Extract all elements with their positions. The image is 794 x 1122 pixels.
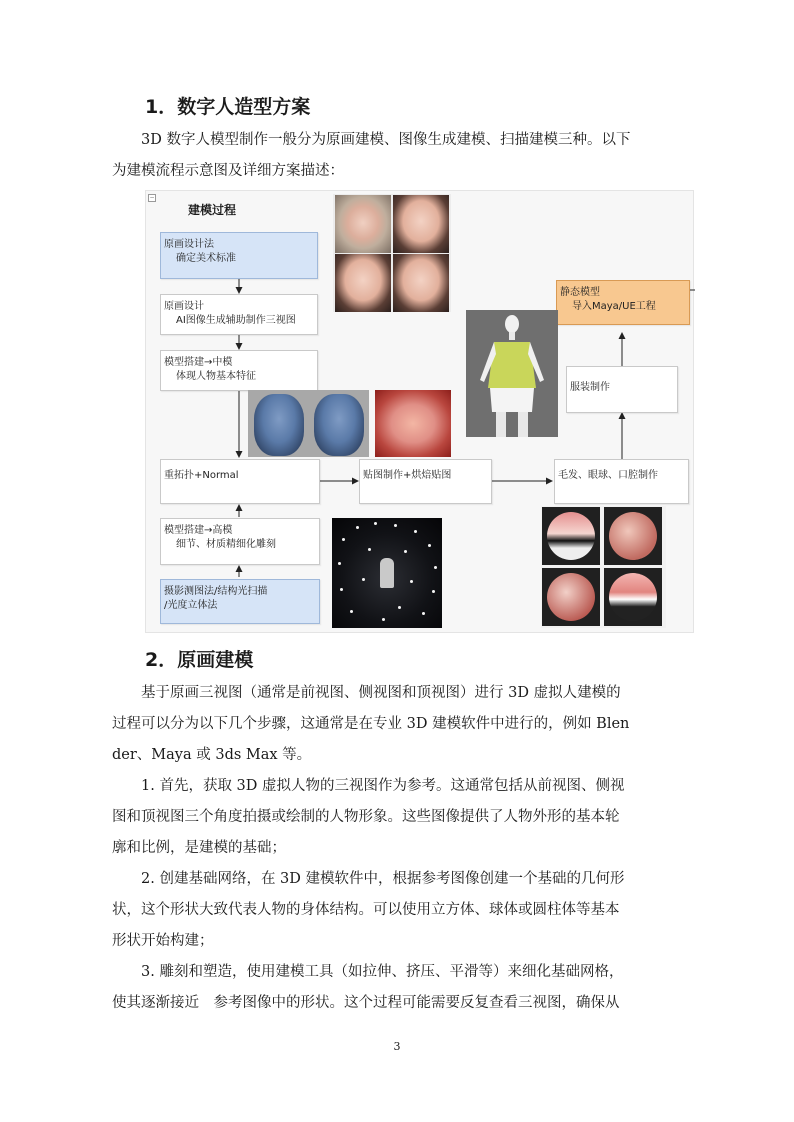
- concept-art-faces-image: [333, 194, 451, 312]
- diagram-title: 建模过程: [188, 203, 237, 217]
- step-retopology-normal: [160, 459, 320, 504]
- box6-line1: 摄影测图法/结构光扫描: [164, 586, 268, 597]
- step-1-paragraph: [112, 771, 696, 864]
- box8-text: 毛发、眼球、口腔制作: [558, 470, 658, 481]
- step-clothing: [566, 366, 678, 413]
- section-2-heading: 2．原画建模: [145, 649, 254, 671]
- uv-texture-map-image: [375, 390, 451, 457]
- step3-line-1: 3. 雕刻和塑造，使用建模工具（如拉伸、挤压、平滑等）来细化基础网格，: [141, 964, 624, 980]
- step-concept-design-method: [160, 232, 318, 279]
- step-hair-eyes-mouth: [554, 459, 689, 504]
- step2-line-1: 2. 创建基础网络，在 3D 建模软件中，根据参考图像创建一个基础的几何形: [141, 871, 625, 887]
- box5-line1: 模型搭建→高模: [164, 525, 233, 536]
- step-mid-poly-model: [160, 350, 318, 391]
- step-static-model: [556, 280, 690, 325]
- step1-line-1: 1. 首先，获取 3D 虚拟人物的三视图作为参考。这通常包括从前视图、侧视: [141, 778, 625, 794]
- face-3: [335, 254, 391, 312]
- step3-line-2: 使其逐渐接近 参考图像中的形状。这个过程可能需要反复查看三视图，确保从: [112, 995, 620, 1011]
- clothed-mannequin-image: [466, 310, 558, 437]
- head-scan-image: [248, 390, 369, 457]
- step-concept-design: [160, 294, 318, 335]
- body-paragraph: [112, 678, 696, 771]
- step-3-paragraph: [112, 957, 696, 1019]
- modeling-process-diagram: [145, 190, 694, 633]
- face-4: [393, 254, 449, 312]
- step1-line-2: 图和顶视图三个角度拍摄或绘制的人物形象。这些图像提供了人物外形的基本轮: [112, 809, 620, 825]
- photogrammetry-rig-image: [332, 518, 442, 628]
- box3-line2: 体现人物基本特征: [176, 371, 256, 382]
- box10-line2: 导入Maya/UE工程: [572, 301, 656, 312]
- box7-text: 贴图制作+烘焙贴图: [363, 470, 452, 481]
- step2-line-2: 状，这个形状大致代表人物的身体结构。可以使用立方体、球体或圆柱体等基本: [112, 902, 620, 918]
- section-1-heading: 1．数字人造型方案: [145, 96, 311, 118]
- box1-line2: 确定美术标准: [176, 253, 236, 264]
- box3-line1: 模型搭建→中模: [164, 357, 233, 368]
- para1-line-1: 基于原画三视图（通常是前视图、侧视图和顶视图）进行 3D 虚拟人建模的: [141, 685, 621, 701]
- mannequin-figure: [466, 310, 558, 437]
- step-photogrammetry-scan: [160, 579, 320, 624]
- collapse-icon[interactable]: −: [149, 194, 155, 201]
- step2-line-3: 形状开始构建；: [112, 933, 214, 949]
- face-2: [393, 195, 449, 253]
- scan-head-2: [314, 394, 364, 456]
- box5-line2: 细节、材质精细化雕刻: [176, 539, 276, 550]
- face-1: [335, 195, 391, 253]
- page-number: 3: [393, 1040, 401, 1053]
- intro-line-2: 为建模流程示意图及详细方案描述：: [112, 163, 344, 179]
- box4-text: 重拓扑+Normal: [164, 470, 239, 481]
- eyeball-material-spheres: [541, 506, 666, 628]
- box9-text: 服装制作: [570, 382, 610, 393]
- step-2-paragraph: [112, 864, 696, 957]
- intro-paragraph: [112, 125, 696, 187]
- box2-line1: 原画设计: [164, 301, 204, 312]
- intro-line-1: 3D 数字人模型制作一般分为原画建模、图像生成建模、扫描建模三种。以下: [141, 132, 631, 148]
- box1-line1: 原画设计法: [164, 239, 214, 250]
- box10-line1: 静态模型: [560, 287, 600, 298]
- step-high-poly-model: [160, 518, 320, 565]
- para1-line-3: der、Maya 或 3ds Max 等。: [112, 747, 312, 763]
- step1-line-3: 廓和比例，是建模的基础；: [112, 840, 286, 856]
- para1-line-2: 过程可以分为以下几个步骤，这通常是在专业 3D 建模软件中进行的，例如 Blen: [112, 716, 630, 732]
- box2-line2: AI图像生成辅助制作三视图: [176, 315, 296, 326]
- subject-figure: [380, 558, 394, 588]
- step-texture-baking: [359, 459, 492, 504]
- box6-line2: /光度立体法: [164, 600, 218, 611]
- scan-head-1: [254, 394, 304, 456]
